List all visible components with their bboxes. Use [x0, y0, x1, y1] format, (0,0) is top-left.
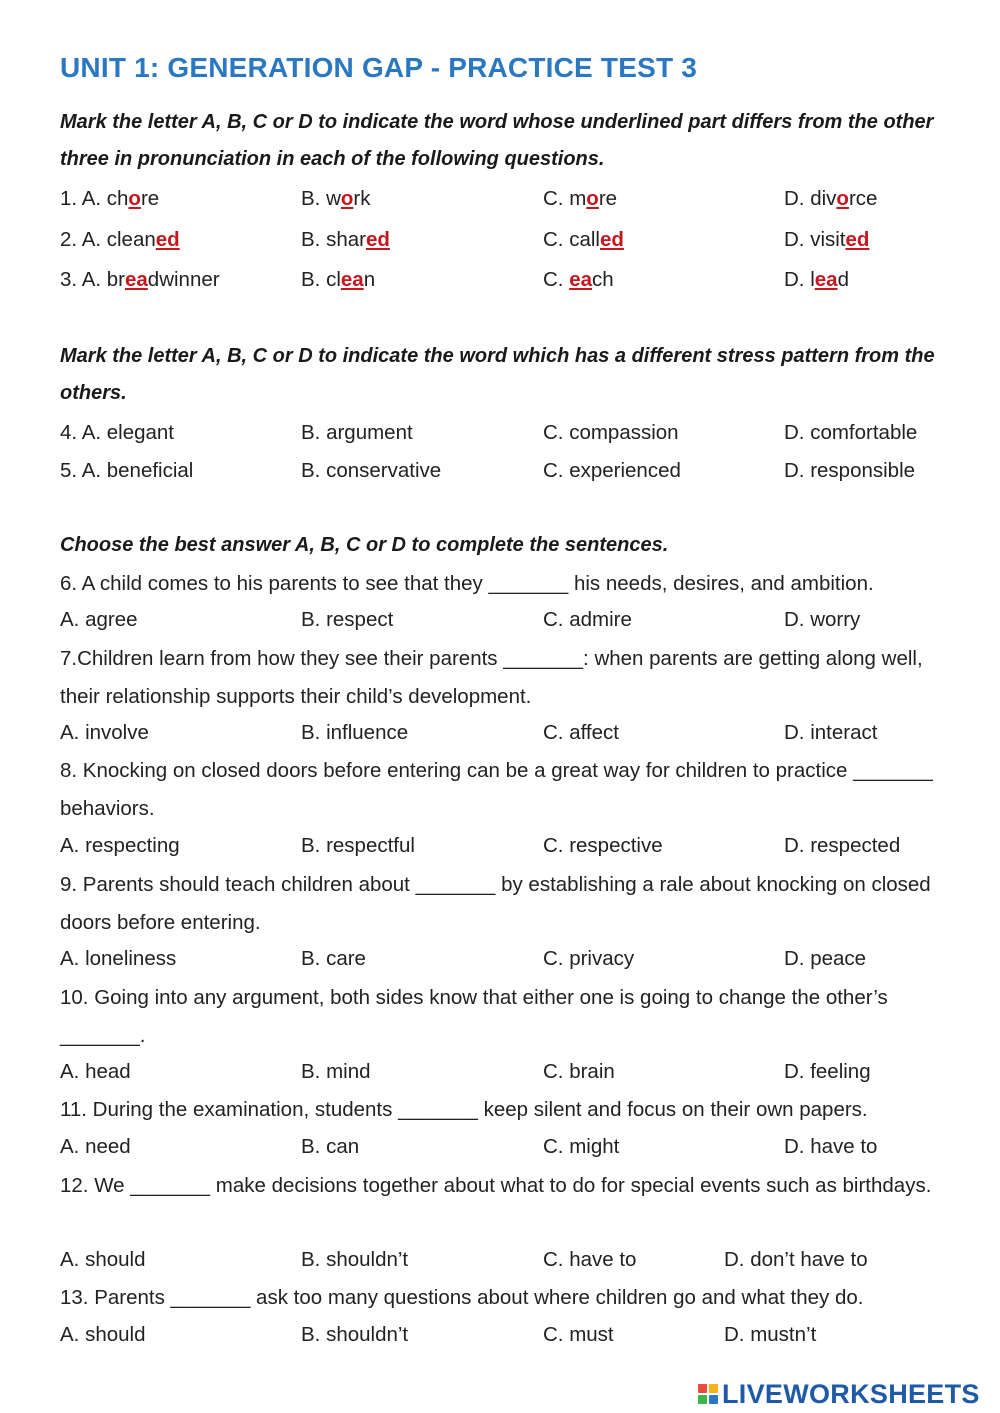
option-9a[interactable]: A. loneliness	[60, 947, 177, 970]
logo-mark-icon	[698, 1384, 718, 1404]
question-7-text: 7.Children learn from how they see their parents _______: when parents are getting along well, their relationship supports their child’s development.	[60, 647, 923, 708]
question-11-text: 11. During the examination, students _______ keep silent and focus on their own papers.	[60, 1098, 868, 1121]
option-1c[interactable]: C. more	[543, 187, 618, 210]
option-4a[interactable]: 4. A. elegant	[60, 421, 175, 444]
question-row-1	[60, 184, 960, 214]
question-8-text: 8. Knocking on closed doors before entering can be a great way for children to practice _______ behaviors.	[60, 759, 933, 820]
question-6-options	[60, 605, 960, 635]
option-7d[interactable]: D. interact	[784, 721, 878, 744]
question-9-text: 9. Parents should teach children about _______ by establishing a rale about knocking on closed doors before entering.	[60, 873, 931, 934]
question-7-options	[60, 718, 960, 748]
option-4c[interactable]: C. compassion	[543, 421, 679, 444]
question-row-4	[60, 418, 960, 448]
logo-text: LIVEWORKSHEETS	[722, 1378, 980, 1409]
option-2d[interactable]: D. visited	[784, 228, 870, 251]
logo-square-blue	[709, 1395, 718, 1404]
option-7a[interactable]: A. involve	[60, 721, 149, 744]
option-13d[interactable]: D. mustn’t	[724, 1323, 817, 1346]
option-5a[interactable]: 5. A. beneficial	[60, 459, 194, 482]
question-13-options	[60, 1320, 960, 1350]
option-6b[interactable]: B. respect	[301, 608, 394, 631]
liveworksheets-logo	[698, 1376, 980, 1412]
instruction-sentences: Choose the best answer A, B, C or D to complete the sentences.	[60, 534, 669, 556]
option-1d[interactable]: D. divorce	[784, 187, 878, 210]
option-7b[interactable]: B. influence	[301, 721, 409, 744]
option-2a[interactable]: 2. A. cleaned	[60, 228, 180, 251]
option-9c[interactable]: C. privacy	[543, 947, 635, 970]
question-11-options	[60, 1132, 960, 1162]
option-8d[interactable]: D. respected	[784, 834, 901, 857]
question-12-text: 12. We _______ make decisions together about what to do for special events such as birthdays.	[60, 1174, 932, 1197]
option-5c[interactable]: C. experienced	[543, 459, 681, 482]
option-3b[interactable]: B. clean	[301, 268, 376, 291]
option-6c[interactable]: C. admire	[543, 608, 632, 631]
logo-square-red	[698, 1384, 707, 1393]
option-4b[interactable]: B. argument	[301, 421, 413, 444]
option-10d[interactable]: D. feeling	[784, 1060, 871, 1083]
option-6d[interactable]: D. worry	[784, 608, 861, 631]
option-4d[interactable]: D. comfortable	[784, 421, 918, 444]
option-12c[interactable]: C. have to	[543, 1248, 637, 1271]
question-13-text: 13. Parents _______ ask too many questions about where children go and what they do.	[60, 1286, 864, 1309]
question-12-options	[60, 1245, 960, 1275]
option-10c[interactable]: C. brain	[543, 1060, 615, 1083]
option-9d[interactable]: D. peace	[784, 947, 867, 970]
option-8a[interactable]: A. respecting	[60, 834, 180, 857]
question-row-3	[60, 265, 960, 295]
option-7c[interactable]: C. affect	[543, 721, 619, 744]
question-10-options	[60, 1057, 960, 1087]
option-12d[interactable]: D. don’t have to	[724, 1248, 868, 1271]
question-row-5	[60, 456, 960, 486]
option-10b[interactable]: B. mind	[301, 1060, 371, 1083]
logo-square-green	[698, 1395, 707, 1404]
option-1a[interactable]: 1. A. chore	[60, 187, 160, 210]
option-5b[interactable]: B. conservative	[301, 459, 442, 482]
option-11c[interactable]: C. might	[543, 1135, 620, 1158]
option-2b[interactable]: B. shared	[301, 228, 390, 251]
option-8b[interactable]: B. respectful	[301, 834, 415, 857]
option-13c[interactable]: C. must	[543, 1323, 614, 1346]
question-6-text: 6. A child comes to his parents to see that they _______ his needs, desires, and ambition.	[60, 572, 874, 595]
option-2c[interactable]: C. called	[543, 228, 624, 251]
option-11a[interactable]: A. need	[60, 1135, 131, 1158]
option-5d[interactable]: D. responsible	[784, 459, 916, 482]
option-12b[interactable]: B. shouldn’t	[301, 1248, 409, 1271]
option-3d[interactable]: D. lead	[784, 268, 849, 291]
question-row-2	[60, 225, 960, 255]
option-13b[interactable]: B. shouldn’t	[301, 1323, 409, 1346]
option-12a[interactable]: A. should	[60, 1248, 146, 1271]
instruction-pronunciation: Mark the letter A, B, C or D to indicate the word whose underlined part differs from the other three in pronunciation in each of the following questions.	[60, 111, 934, 170]
option-8c[interactable]: C. respective	[543, 834, 663, 857]
option-11d[interactable]: D. have to	[784, 1135, 878, 1158]
option-3a[interactable]: 3. A. breadwinner	[60, 268, 220, 291]
page-title: UNIT 1: GENERATION GAP - PRACTICE TEST 3	[60, 52, 698, 83]
option-11b[interactable]: B. can	[301, 1135, 360, 1158]
option-10a[interactable]: A. head	[60, 1060, 131, 1083]
option-1b[interactable]: B. work	[301, 187, 371, 210]
logo-square-yellow	[709, 1384, 718, 1393]
instruction-stress: Mark the letter A, B, C or D to indicate the word which has a different stress pattern from the others.	[60, 345, 935, 404]
question-8-options	[60, 831, 960, 861]
option-13a[interactable]: A. should	[60, 1323, 146, 1346]
option-9b[interactable]: B. care	[301, 947, 366, 970]
option-6a[interactable]: A. agree	[60, 608, 138, 631]
question-10-text: 10. Going into any argument, both sides know that either one is going to change the other’s _______.	[60, 986, 888, 1047]
option-3c[interactable]: C. each	[543, 268, 614, 291]
question-9-options	[60, 944, 960, 974]
